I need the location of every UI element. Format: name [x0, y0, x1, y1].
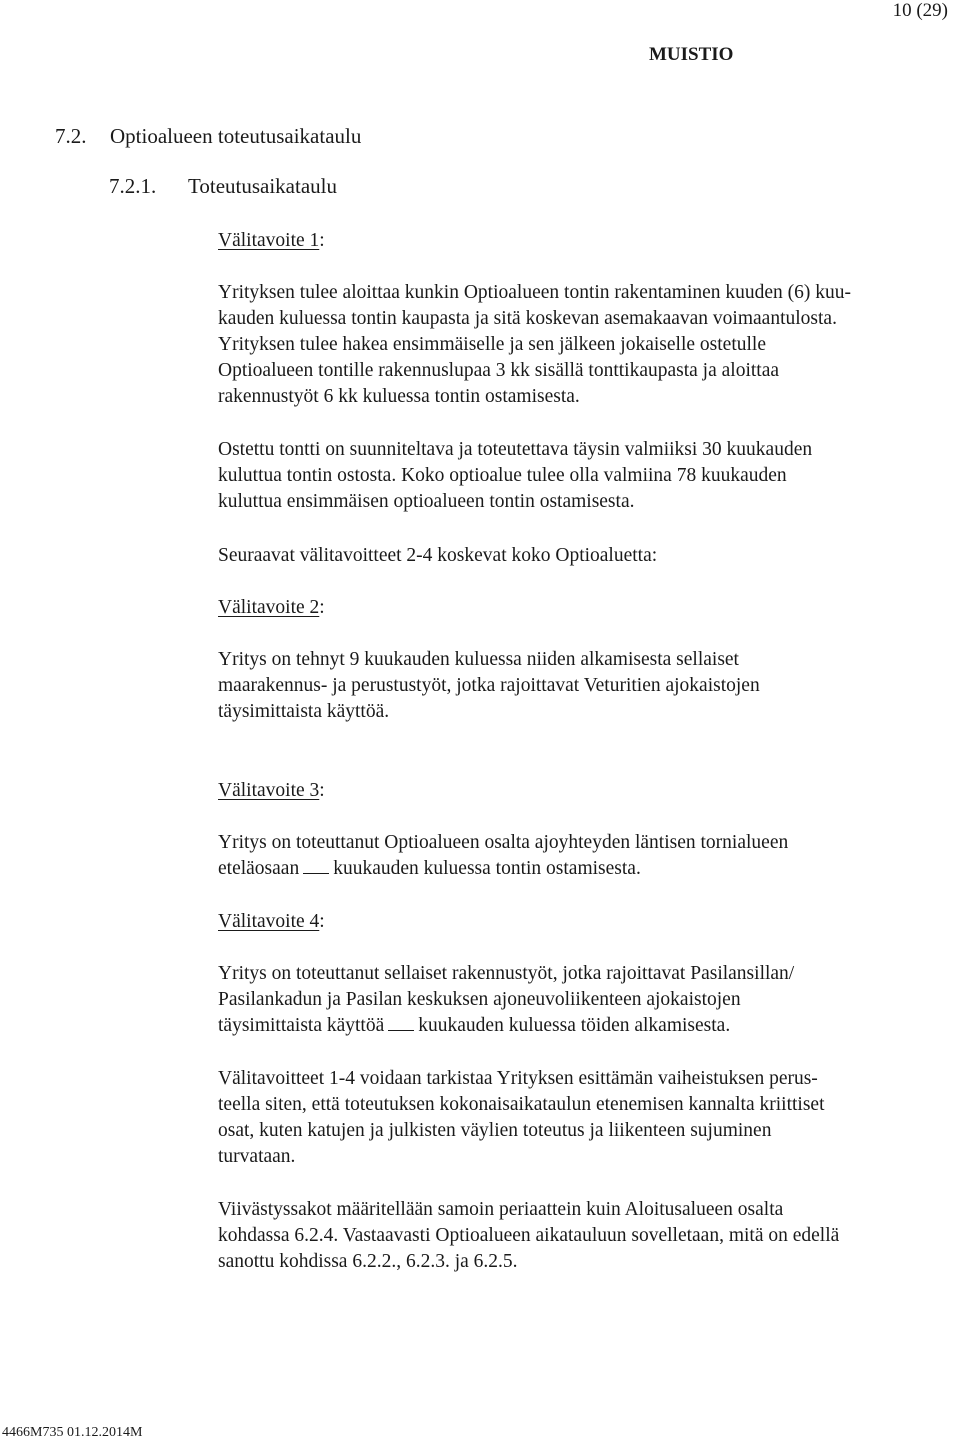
milestone-3-line-1: Yritys on toteuttanut Optioalueen osalta ajoyhteyden läntisen tornialueen	[218, 832, 789, 853]
penalties-paragraph: Viivästyssakot määritellään samoin periaattein kuin Aloitusalueen osalta kohdassa 6.2.4. Vastaavasti Optioalueen aikatauluun sovelletaan, mitä on edellä sanottu kohdissa 6.2.2., 6.2.3. ja 6.2.5.	[218, 1199, 840, 1272]
subsection-title: Toteutusaikataulu	[188, 174, 337, 198]
milestone-1-paragraph-1: Yrityksen tulee aloittaa kunkin Optioalueen tontin rakentaminen kuuden (6) kuu- kauden kuluessa tontin kaupasta ja sitä koskevan asemakaavan voimaantulosta. Yrityksen tulee hakea ensimmäiselle ja sen jälkeen jokaiselle ostetulle Optioalueen tontille rakennuslupaa 3 kk sisällä tonttikaupasta ja aloittaa rakennustyöt 6 kk kuluessa tontin ostamisesta.	[218, 282, 852, 407]
blank-field	[303, 859, 329, 874]
section-heading	[55, 124, 361, 149]
milestone-3-title: Välitavoite 3	[218, 780, 320, 801]
page-number: 10 (29)	[892, 0, 948, 21]
subsection-heading	[109, 174, 337, 199]
milestone-2-colon: :	[319, 597, 325, 618]
milestone-4-line-3-start: täysimittaista käyttöä	[218, 1015, 385, 1036]
milestone-3-text	[218, 830, 936, 882]
milestones-intro: Seuraavat välitavoitteet 2-4 koskevat koko Optioaluetta:	[218, 545, 658, 566]
milestone-1-heading	[218, 228, 936, 254]
milestone-2-text: Yritys on tehnyt 9 kuukauden kuluessa niiden alkamisesta sellaiset maarakennus- ja perustustyöt, jotka rajoittavat Veturitien ajokaistojen täysimittaista käyttöä.	[218, 649, 760, 722]
footer-reference: 4466M735 01.12.2014M	[2, 1425, 143, 1440]
milestone-2-title: Välitavoite 2	[218, 597, 320, 618]
milestone-3-line-2	[218, 856, 936, 882]
blank-field	[388, 1016, 414, 1031]
milestone-4-text	[218, 961, 936, 1039]
subsection-number: 7.2.1.	[109, 174, 157, 198]
milestone-3-line-2-end: kuukauden kuluessa tontin ostamisesta.	[333, 858, 641, 879]
milestone-4-line-3	[218, 1013, 936, 1039]
milestone-3-line-2-start: eteläosaan	[218, 858, 300, 879]
section-title: Optioalueen toteutusaikataulu	[110, 124, 362, 148]
milestone-1-colon: :	[319, 230, 325, 251]
milestone-3-heading	[218, 778, 936, 804]
milestone-3-colon: :	[319, 780, 325, 801]
milestone-4-colon: :	[319, 911, 325, 932]
section-number: 7.2.	[55, 124, 87, 148]
milestone-4-heading	[218, 909, 936, 935]
milestone-4-lines: Yritys on toteuttanut sellaiset rakennustyöt, jotka rajoittavat Pasilansillan/ Pasilankadun ja Pasilan keskuksen ajoneuvoliikenteen ajokaistojen	[218, 963, 795, 1010]
document-type: MUISTIO	[649, 44, 734, 65]
review-paragraph: Välitavoitteet 1-4 voidaan tarkistaa Yrityksen esittämän vaiheistuksen perus- teella siten, että toteutuksen kokonaisaikataulun etenemisen kannalta kriittiset osat, kuten katujen ja julkisten väylien toteutus ja liikenteen sujuminen turvataan.	[218, 1068, 825, 1167]
milestone-4-line-3-end: kuukauden kuluessa töiden alkamisesta.	[418, 1015, 731, 1036]
milestone-4-title: Välitavoite 4	[218, 911, 320, 932]
milestone-1-paragraph-2: Ostettu tontti on suunniteltava ja toteutettava täysin valmiiksi 30 kuukauden kuluttua tontin ostosta. Koko optioalue tulee olla valmiina 78 kuukauden kuluttua ensimmäisen optioalueen tontin ostamisesta.	[218, 439, 813, 512]
milestone-1-title: Välitavoite 1	[218, 230, 320, 251]
milestone-2-heading	[218, 595, 936, 621]
